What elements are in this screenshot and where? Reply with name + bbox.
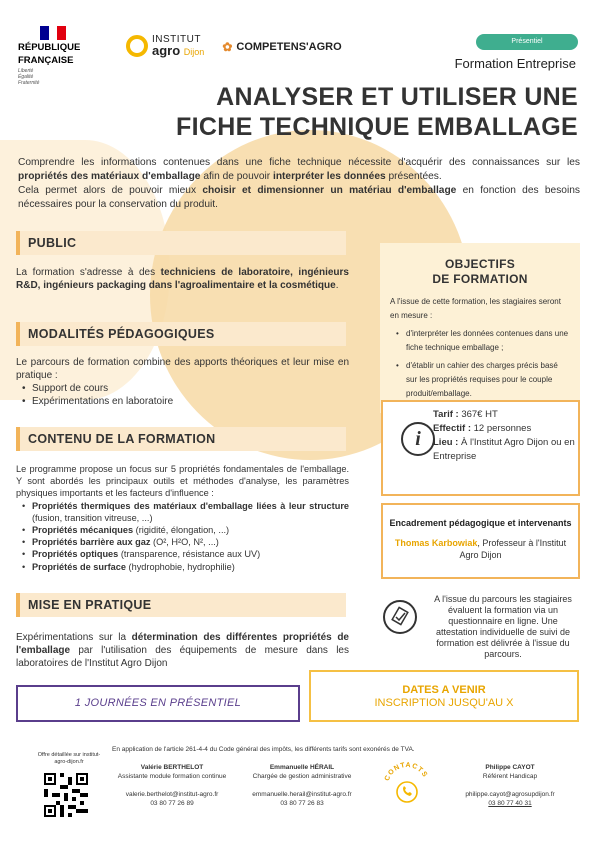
- evaluation-icon: [383, 600, 417, 634]
- title-line2: FICHE TECHNIQUE EMBALLAGE: [176, 113, 578, 141]
- contact-phone[interactable]: 03 80 77 40 31: [488, 799, 532, 807]
- infos-box: [381, 400, 580, 496]
- contenu-intro: Le programme propose un focus sur 5 propriétés fondamentales de l'emballage. Y sont abordés les principaux outils et méthodes d'analyse, les paramètres physiques importants et les facteurs d'influence :: [16, 464, 349, 499]
- pratique-text-1: Expérimentations sur la: [16, 632, 132, 643]
- rf-line1: RÉPUBLIQUE: [18, 42, 81, 53]
- contact-email[interactable]: emmanuelle.herail@institut-agro.fr: [252, 791, 352, 798]
- rf-line2: FRANÇAISE: [18, 55, 74, 66]
- contact-name: Valérie BERTHELOT: [140, 764, 204, 771]
- contact-name: Philippe CAYOT: [485, 764, 535, 771]
- dates-title: DATES A VENIR: [402, 684, 486, 696]
- pratique-text-2: par l'utilisation des équipements de mesure dans les laboratoires de l'Institut Agro Dijon: [16, 645, 349, 669]
- modalites-intro: Le parcours de formation combine des apports théoriques et leur mise en pratique :: [16, 357, 349, 381]
- intro-bold-1: propriétés des matériaux d'emballage: [18, 171, 201, 182]
- contact-card: [440, 764, 580, 808]
- public-text-1: La formation s'adresse à des: [16, 267, 161, 278]
- property-detail: (O², H²O, N², ...): [150, 537, 219, 548]
- property-detail: (transparence, résistance aux UV): [118, 549, 261, 560]
- section-pratique-title: MISE EN PRATIQUE: [16, 593, 346, 617]
- property-detail: (fusion, transition vitreuse, ...): [32, 512, 153, 523]
- contacts-logo: [382, 760, 432, 810]
- list-item: [16, 536, 349, 548]
- rf-motto3: Fraternité: [18, 80, 40, 86]
- public-bold: techniciens de laboratoire, ingénieurs R&D, ingénieurs packaging dans l'agroalimentaire et la cosmétique: [16, 267, 349, 291]
- objectifs-title-1: OBJECTIFS: [444, 257, 516, 271]
- encadrement-box: [381, 503, 580, 579]
- property-bold: Propriétés barrière aux gaz: [32, 537, 151, 548]
- page-title: [58, 82, 578, 142]
- contact-role: Référent Handicap: [482, 772, 538, 780]
- list-item: • d'établir un cahier des charges précis basé sur les propriétés requises pour le couple produit/emballage.: [380, 359, 580, 401]
- property-detail: (rigidité, élongation, ...): [133, 525, 230, 536]
- property-bold: Propriétés mécaniques: [32, 525, 134, 536]
- info-icon: i: [401, 422, 435, 456]
- tarif-value: 367€ HT: [458, 409, 498, 420]
- contacts-label: CONTACTS: [383, 761, 429, 782]
- property-bold: Propriétés optiques: [32, 549, 119, 560]
- lieu-value: À l'Institut Agro Dijon ou en Entreprise: [433, 437, 575, 462]
- tva-notice: En application de l'article 261-4-4 du Code général des impôts, les différents tarifs sont exonérés de TVA.: [112, 746, 415, 753]
- intro-text-2: afin de pouvoir: [200, 171, 273, 182]
- list-item: • Expérimentations en laboratoire: [16, 395, 349, 408]
- section-public-title: PUBLIC: [16, 231, 346, 255]
- list-item: [16, 548, 349, 560]
- contact-card: [112, 764, 232, 808]
- intro-bold-3: choisir et dimensionner un matériau d'emballage: [202, 185, 457, 196]
- institut-agro-logo: [126, 34, 204, 58]
- intro-text-4: Cela permet alors de pouvoir mieux: [18, 185, 203, 196]
- pratique-text: [16, 631, 349, 670]
- competens-icon: ✿: [222, 40, 233, 54]
- agro-ring-icon: [126, 35, 148, 57]
- rf-motto1: Liberté: [18, 68, 34, 74]
- list-item: • Support de cours: [16, 382, 349, 395]
- dates-box: [309, 670, 579, 722]
- intervenant-role: , Professeur à l'Institut Agro Dijon: [459, 538, 567, 560]
- pratique-bold: détermination des différentes propriétés de l'emballage: [16, 632, 349, 656]
- encadrement-text: [383, 537, 578, 561]
- contact-role: Chargée de gestion administrative: [252, 772, 352, 780]
- list-item: [16, 524, 349, 536]
- contact-email[interactable]: valerie.berthelot@institut-agro.fr: [125, 791, 219, 798]
- formation-type: Formation Entreprise: [454, 56, 576, 71]
- agro-line1: INSTITUT: [152, 34, 201, 45]
- french-flag-icon: [40, 26, 66, 40]
- infos-text: [433, 408, 578, 464]
- svg-text:CONTACTS: [384, 762, 429, 782]
- intervenant-name: Thomas Karbowiak: [394, 538, 478, 548]
- evaluation-text: A l'issue du parcours les stagiaires évaluent la formation via un questionnaire en ligne. Une attestation individuelle de suivi de formation est délivrée à l'issue du parcours.: [434, 594, 572, 659]
- modalites-text: [16, 356, 349, 408]
- public-text-2: .: [335, 280, 339, 291]
- section-modalites-title: MODALITÉS PÉDAGOGIQUES: [16, 322, 346, 346]
- property-detail: (hydrophobie, hydrophilie): [125, 561, 235, 572]
- encadrement-title: Encadrement pédagogique et intervenants: [389, 518, 572, 528]
- contact-email[interactable]: philippe.cayot@agrosupdijon.fr: [465, 791, 555, 798]
- presentiel-badge: Présentiel: [476, 34, 578, 50]
- contact-phone[interactable]: 03 80 77 26 89: [150, 799, 194, 807]
- intro-text-5: en fonction des besoins nécessaires pour la conservation du produit.: [18, 185, 580, 210]
- competens-agro-logo: [222, 40, 341, 54]
- rf-motto2: Égalité: [18, 74, 34, 80]
- effectif-value: 12 personnes: [471, 423, 532, 434]
- objectifs-intro: A l'issue de cette formation, les stagiaires seront en mesure :: [390, 297, 561, 320]
- tarif-label: Tarif :: [433, 409, 459, 420]
- public-text: [16, 266, 349, 292]
- effectif-label: Effectif :: [433, 423, 471, 434]
- offre-detaillee: Offre détaillée sur institut-agro-dijon.fr: [37, 752, 101, 765]
- intro-text-3: présentées.: [385, 171, 442, 182]
- inscription-text: INSCRIPTION JUSQU'AU X: [374, 697, 514, 709]
- agro-line2: agro: [152, 43, 181, 58]
- contenu-text: [16, 463, 349, 573]
- list-item: [16, 561, 349, 573]
- competens-label: COMPETENS'AGRO: [236, 41, 342, 53]
- contact-role: Assistante module formation continue: [117, 772, 227, 780]
- property-bold: Propriétés thermiques des matériaux d'emballage liées à leur structure: [32, 500, 349, 511]
- contact-card: [242, 764, 362, 808]
- intro-text: [18, 156, 580, 212]
- contact-phone[interactable]: 03 80 77 26 83: [280, 799, 324, 807]
- agro-line2b: Dijon: [183, 47, 205, 57]
- title-line1: ANALYSER ET UTILISER UNE: [216, 83, 578, 111]
- contact-name: Emmanuelle HÉRAIL: [269, 764, 335, 771]
- intro-bold-2: interpréter les données: [272, 171, 386, 182]
- intro-text-1: Comprendre les informations contenues dans une fiche technique nécessite d'acquérir des connaissances sur les: [18, 157, 580, 168]
- objectifs-box: [380, 243, 580, 413]
- list-item: • d'interpréter les données contenues dans une fiche technique emballage ;: [380, 327, 580, 355]
- header-logos: [18, 26, 342, 86]
- lieu-label: Lieu :: [433, 437, 459, 448]
- section-contenu-title: CONTENU DE LA FORMATION: [16, 427, 346, 451]
- objectifs-title-2: DE FORMATION: [432, 272, 528, 286]
- qr-code-icon[interactable]: [44, 773, 88, 817]
- presentiel-duration-box: 1 JOURNÉES EN PRÉSENTIEL: [16, 685, 300, 722]
- republique-francaise-logo: [18, 26, 108, 86]
- list-item: [16, 500, 349, 524]
- property-bold: Propriétés de surface: [32, 561, 126, 572]
